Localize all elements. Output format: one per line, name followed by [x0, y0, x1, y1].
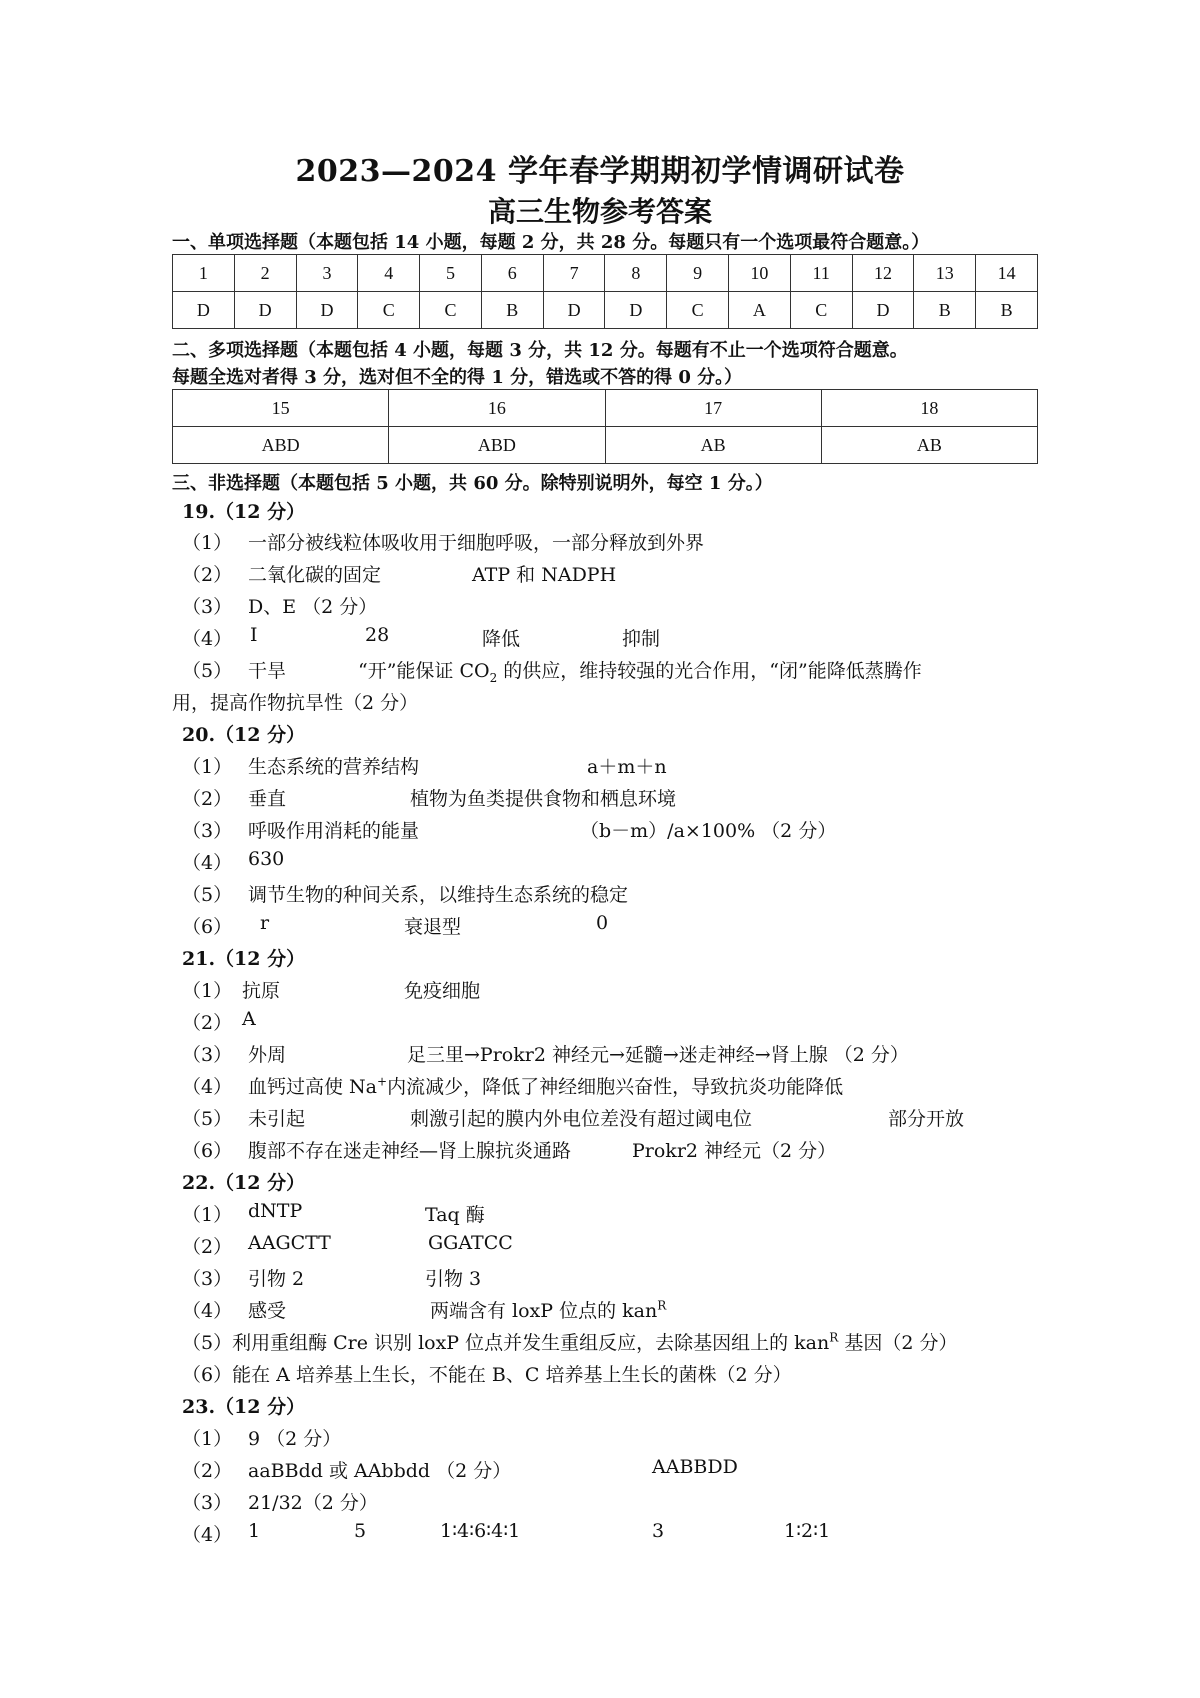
answer-cell: D: [852, 292, 914, 329]
q20-answer-6: [182, 912, 1042, 940]
answer-text: 衰退型: [404, 916, 462, 938]
answer-cell: D: [296, 292, 358, 329]
item-number: （5）: [182, 660, 233, 682]
answer-text: 垂直: [248, 788, 287, 810]
answer-cell: C: [358, 292, 420, 329]
answer-text: 1∶4∶6∶4∶1: [440, 1520, 521, 1542]
q19-answer-5-continued: [172, 688, 1032, 716]
answer-text: 呼吸作用消耗的能量: [248, 820, 420, 842]
answer-text: 一部分被线粒体吸收用于细胞呼吸，一部分释放到外界: [248, 532, 705, 554]
question-number-cell: 18: [821, 390, 1037, 427]
answer-cell: ABD: [173, 427, 389, 464]
question-number-cell: 8: [605, 255, 667, 292]
answer-text: 足三里→Prokr2 神经元→延髓→迷走神经→肾上腺 （2 分）: [407, 1044, 909, 1066]
answer-text: 1: [248, 1520, 261, 1542]
answer-cell: AB: [821, 427, 1037, 464]
item-number: （4）: [182, 1076, 233, 1098]
answer-cell: D: [173, 292, 235, 329]
q19-answer-4: [182, 624, 1042, 652]
q20-answer-2: [182, 784, 1042, 812]
answer-text: 刺激引起的膜内外电位差没有超过阈电位: [410, 1108, 753, 1130]
q22-answer-4: [182, 1296, 1042, 1324]
question-21-title: 21.（12 分）: [182, 948, 306, 970]
item-number: （3）: [182, 1268, 233, 1290]
question-number-cell: 3: [296, 255, 358, 292]
question-number-cell: 2: [234, 255, 296, 292]
answer-cell: B: [481, 292, 543, 329]
answer-text: 降低: [482, 628, 521, 650]
superscript: R: [829, 1330, 839, 1345]
question-number-cell: 5: [420, 255, 482, 292]
q20-answer-3: [182, 816, 1042, 844]
item-number: （4）: [182, 1524, 233, 1546]
answer-text: 抗原: [242, 980, 281, 1002]
question-number-row: [173, 390, 1038, 427]
item-number: （3）: [182, 596, 233, 618]
answer-text: 植物为鱼类提供食物和栖息环境: [410, 788, 677, 810]
answer-text: 28: [365, 624, 390, 646]
answer-text-part: 两端含有 loxP 位点的 kan: [430, 1300, 658, 1322]
answer-text: a＋m＋n: [587, 756, 667, 778]
answer-text: ATP 和 NADPH: [472, 564, 617, 586]
answer-text: 调节生物的种间关系，以维持生态系统的稳定: [248, 884, 629, 906]
item-number: （2）: [182, 1012, 233, 1034]
answer-text: [248, 1072, 843, 1099]
item-number: （3）: [182, 820, 233, 842]
question-number-cell: 17: [605, 390, 821, 427]
answer-text: 抑制: [622, 628, 661, 650]
q21-answer-1: [182, 976, 1042, 1004]
single-choice-table: [172, 254, 1038, 329]
answer-text: 感受: [248, 1300, 287, 1322]
q22-answer-3: [182, 1264, 1042, 1292]
q21-answer-6: [182, 1136, 1042, 1164]
q21-answer-4: [182, 1072, 1042, 1100]
answer-text: Ⅰ: [250, 624, 258, 646]
answer-text: D、E （2 分）: [248, 596, 378, 618]
question-number-cell: 1: [173, 255, 235, 292]
document-subtitle: 高三生物参考答案: [487, 195, 712, 228]
section3-heading: 三、非选择题（本题包括 5 小题，共 60 分。除特别说明外，每空 1 分。）: [172, 473, 773, 494]
question-number-cell: 10: [729, 255, 791, 292]
answer-cell: C: [667, 292, 729, 329]
answer-text: 部分开放: [888, 1108, 965, 1130]
q19-answer-1: [182, 528, 1042, 556]
superscript: R: [657, 1298, 667, 1313]
answer-cell: D: [234, 292, 296, 329]
q21-answer-2: [182, 1008, 1042, 1036]
answer-text: 0: [596, 912, 609, 934]
item-number: （1）: [182, 532, 233, 554]
item-number: （2）: [182, 1236, 233, 1258]
item-number: （5）: [182, 884, 233, 906]
question-number-cell: 12: [852, 255, 914, 292]
answer-cell: C: [790, 292, 852, 329]
answer-text-part: 血钙过高使 Na: [248, 1076, 377, 1098]
q19-answer-3: [182, 592, 1042, 620]
question-number-cell: 7: [543, 255, 605, 292]
q21-answer-3: [182, 1040, 1042, 1068]
answer-text: 腹部不存在迷走神经—肾上腺抗炎通路: [248, 1140, 572, 1162]
question-number-cell: 9: [667, 255, 729, 292]
section2-heading-line1: 二、多项选择题（本题包括 4 小题，每题 3 分，共 12 分。每题有不止一个选项符合题意。: [172, 340, 908, 361]
answer-text: 干旱: [248, 660, 287, 682]
item-number: （2）: [182, 1460, 233, 1482]
answer-text: Taq 酶: [425, 1204, 485, 1226]
answer-cell: C: [420, 292, 482, 329]
item-number: （6）: [182, 916, 233, 938]
answer-text: AAGCTT: [248, 1232, 331, 1254]
q21-answer-5: [182, 1104, 1042, 1132]
answer-text: 引物 3: [425, 1268, 482, 1290]
question-number-cell: 16: [389, 390, 605, 427]
answer-text: 9 （2 分）: [248, 1428, 342, 1450]
answer-text: 外周: [248, 1044, 287, 1066]
question-22-title: 22.（12 分）: [182, 1172, 306, 1194]
answer-text: 3: [652, 1520, 665, 1542]
superscript: +: [377, 1074, 388, 1089]
answer-cell: B: [976, 292, 1038, 329]
question-number-cell: 14: [976, 255, 1038, 292]
answer-text: 二氧化碳的固定: [248, 564, 382, 586]
multiple-choice-table: [172, 389, 1038, 464]
question-number-cell: 4: [358, 255, 420, 292]
answer-text: 免疫细胞: [404, 980, 481, 1002]
q22-answer-2: [182, 1232, 1042, 1260]
answer-row: [173, 427, 1038, 464]
item-number: （4）: [182, 1300, 233, 1322]
answer-text: （6）能在 A 培养基上生长，不能在 B、C 培养基上生长的菌株（2 分）: [182, 1364, 792, 1386]
question-number-cell: 15: [173, 390, 389, 427]
q20-answer-1: [182, 752, 1042, 780]
answer-cell: ABD: [389, 427, 605, 464]
q20-answer-4: [182, 848, 1042, 876]
q23-answer-3: [182, 1488, 1042, 1516]
answer-cell: D: [605, 292, 667, 329]
question-number-row: [173, 255, 1038, 292]
document-title: 2023—2024 学年春学期期初学情调研试卷: [295, 154, 905, 189]
q23-answer-4: [182, 1520, 1042, 1548]
q19-answer-2: [182, 560, 1042, 588]
answer-text: 用，提高作物抗旱性（2 分）: [172, 692, 419, 714]
answer-text: 630: [248, 848, 285, 870]
answer-cell: D: [543, 292, 605, 329]
item-number: （4）: [182, 852, 233, 874]
q19-answer-5: [182, 656, 1042, 684]
question-19-title: 19.（12 分）: [182, 501, 306, 523]
item-number: （1）: [182, 1428, 233, 1450]
item-number: （3）: [182, 1044, 233, 1066]
answer-text: GGATCC: [428, 1232, 513, 1254]
q20-answer-5: [182, 880, 1042, 908]
answer-text-part: 的供应，维持较强的光合作用，“闭”能降低蒸腾作: [497, 660, 922, 682]
answer-text: [430, 1296, 666, 1323]
answer-text: 生态系统的营养结构: [248, 756, 420, 778]
q22-answer-1: [182, 1200, 1042, 1228]
answer-text-part: （5）利用重组酶 Cre 识别 loxP 位点并发生重组反应，去除基因组上的 kan: [182, 1332, 830, 1354]
question-number-cell: 11: [790, 255, 852, 292]
answer-cell: B: [914, 292, 976, 329]
item-number: （4）: [182, 628, 233, 650]
subscript: 2: [489, 670, 498, 685]
q23-answer-1: [182, 1424, 1042, 1452]
section2-heading-line2: 每题全选对者得 3 分，选对但不全的得 1 分，错选或不答的得 0 分。）: [172, 367, 743, 388]
item-number: （1）: [182, 980, 233, 1002]
item-number: （1）: [182, 1204, 233, 1226]
answer-text: AABBDD: [652, 1456, 738, 1478]
answer-cell: AB: [605, 427, 821, 464]
question-number-cell: 6: [481, 255, 543, 292]
answer-text: 未引起: [248, 1108, 306, 1130]
answer-text: 引物 2: [248, 1268, 305, 1290]
answer-text-part: 基因（2 分）: [838, 1332, 958, 1354]
answer-text-part: 内流减少，降低了神经细胞兴奋性，导致抗炎功能降低: [387, 1076, 844, 1098]
section1-heading: 一、单项选择题（本题包括 14 小题，每题 2 分，共 28 分。每题只有一个选项最符合题意。）: [172, 232, 930, 253]
item-number: （6）: [182, 1140, 233, 1162]
answer-cell: A: [729, 292, 791, 329]
answer-text: 21/32（2 分）: [248, 1492, 378, 1514]
answer-text: r: [260, 912, 270, 934]
item-number: （3）: [182, 1492, 233, 1514]
item-number: （2）: [182, 788, 233, 810]
q22-answer-5: [182, 1328, 1042, 1356]
q22-answer-6: [182, 1360, 1042, 1388]
answer-text: Prokr2 神经元（2 分）: [632, 1140, 837, 1162]
answer-row: [173, 292, 1038, 329]
answer-text: A: [242, 1008, 256, 1030]
item-number: （2）: [182, 564, 233, 586]
answer-text: aaBBdd 或 AAbbdd （2 分）: [248, 1460, 512, 1482]
question-23-title: 23.（12 分）: [182, 1396, 306, 1418]
answer-text: 1∶2∶1: [784, 1520, 831, 1542]
item-number: （1）: [182, 756, 233, 778]
answer-text: dNTP: [248, 1200, 303, 1222]
answer-text: （b－m）/a×100% （2 分）: [580, 820, 837, 842]
answer-text: [182, 1328, 957, 1355]
question-number-cell: 13: [914, 255, 976, 292]
question-20-title: 20.（12 分）: [182, 724, 306, 746]
q23-answer-2: [182, 1456, 1042, 1484]
item-number: （5）: [182, 1108, 233, 1130]
answer-text: 5: [354, 1520, 367, 1542]
answer-text-part: “开”能保证 CO: [358, 660, 490, 682]
answer-text: [358, 656, 922, 685]
